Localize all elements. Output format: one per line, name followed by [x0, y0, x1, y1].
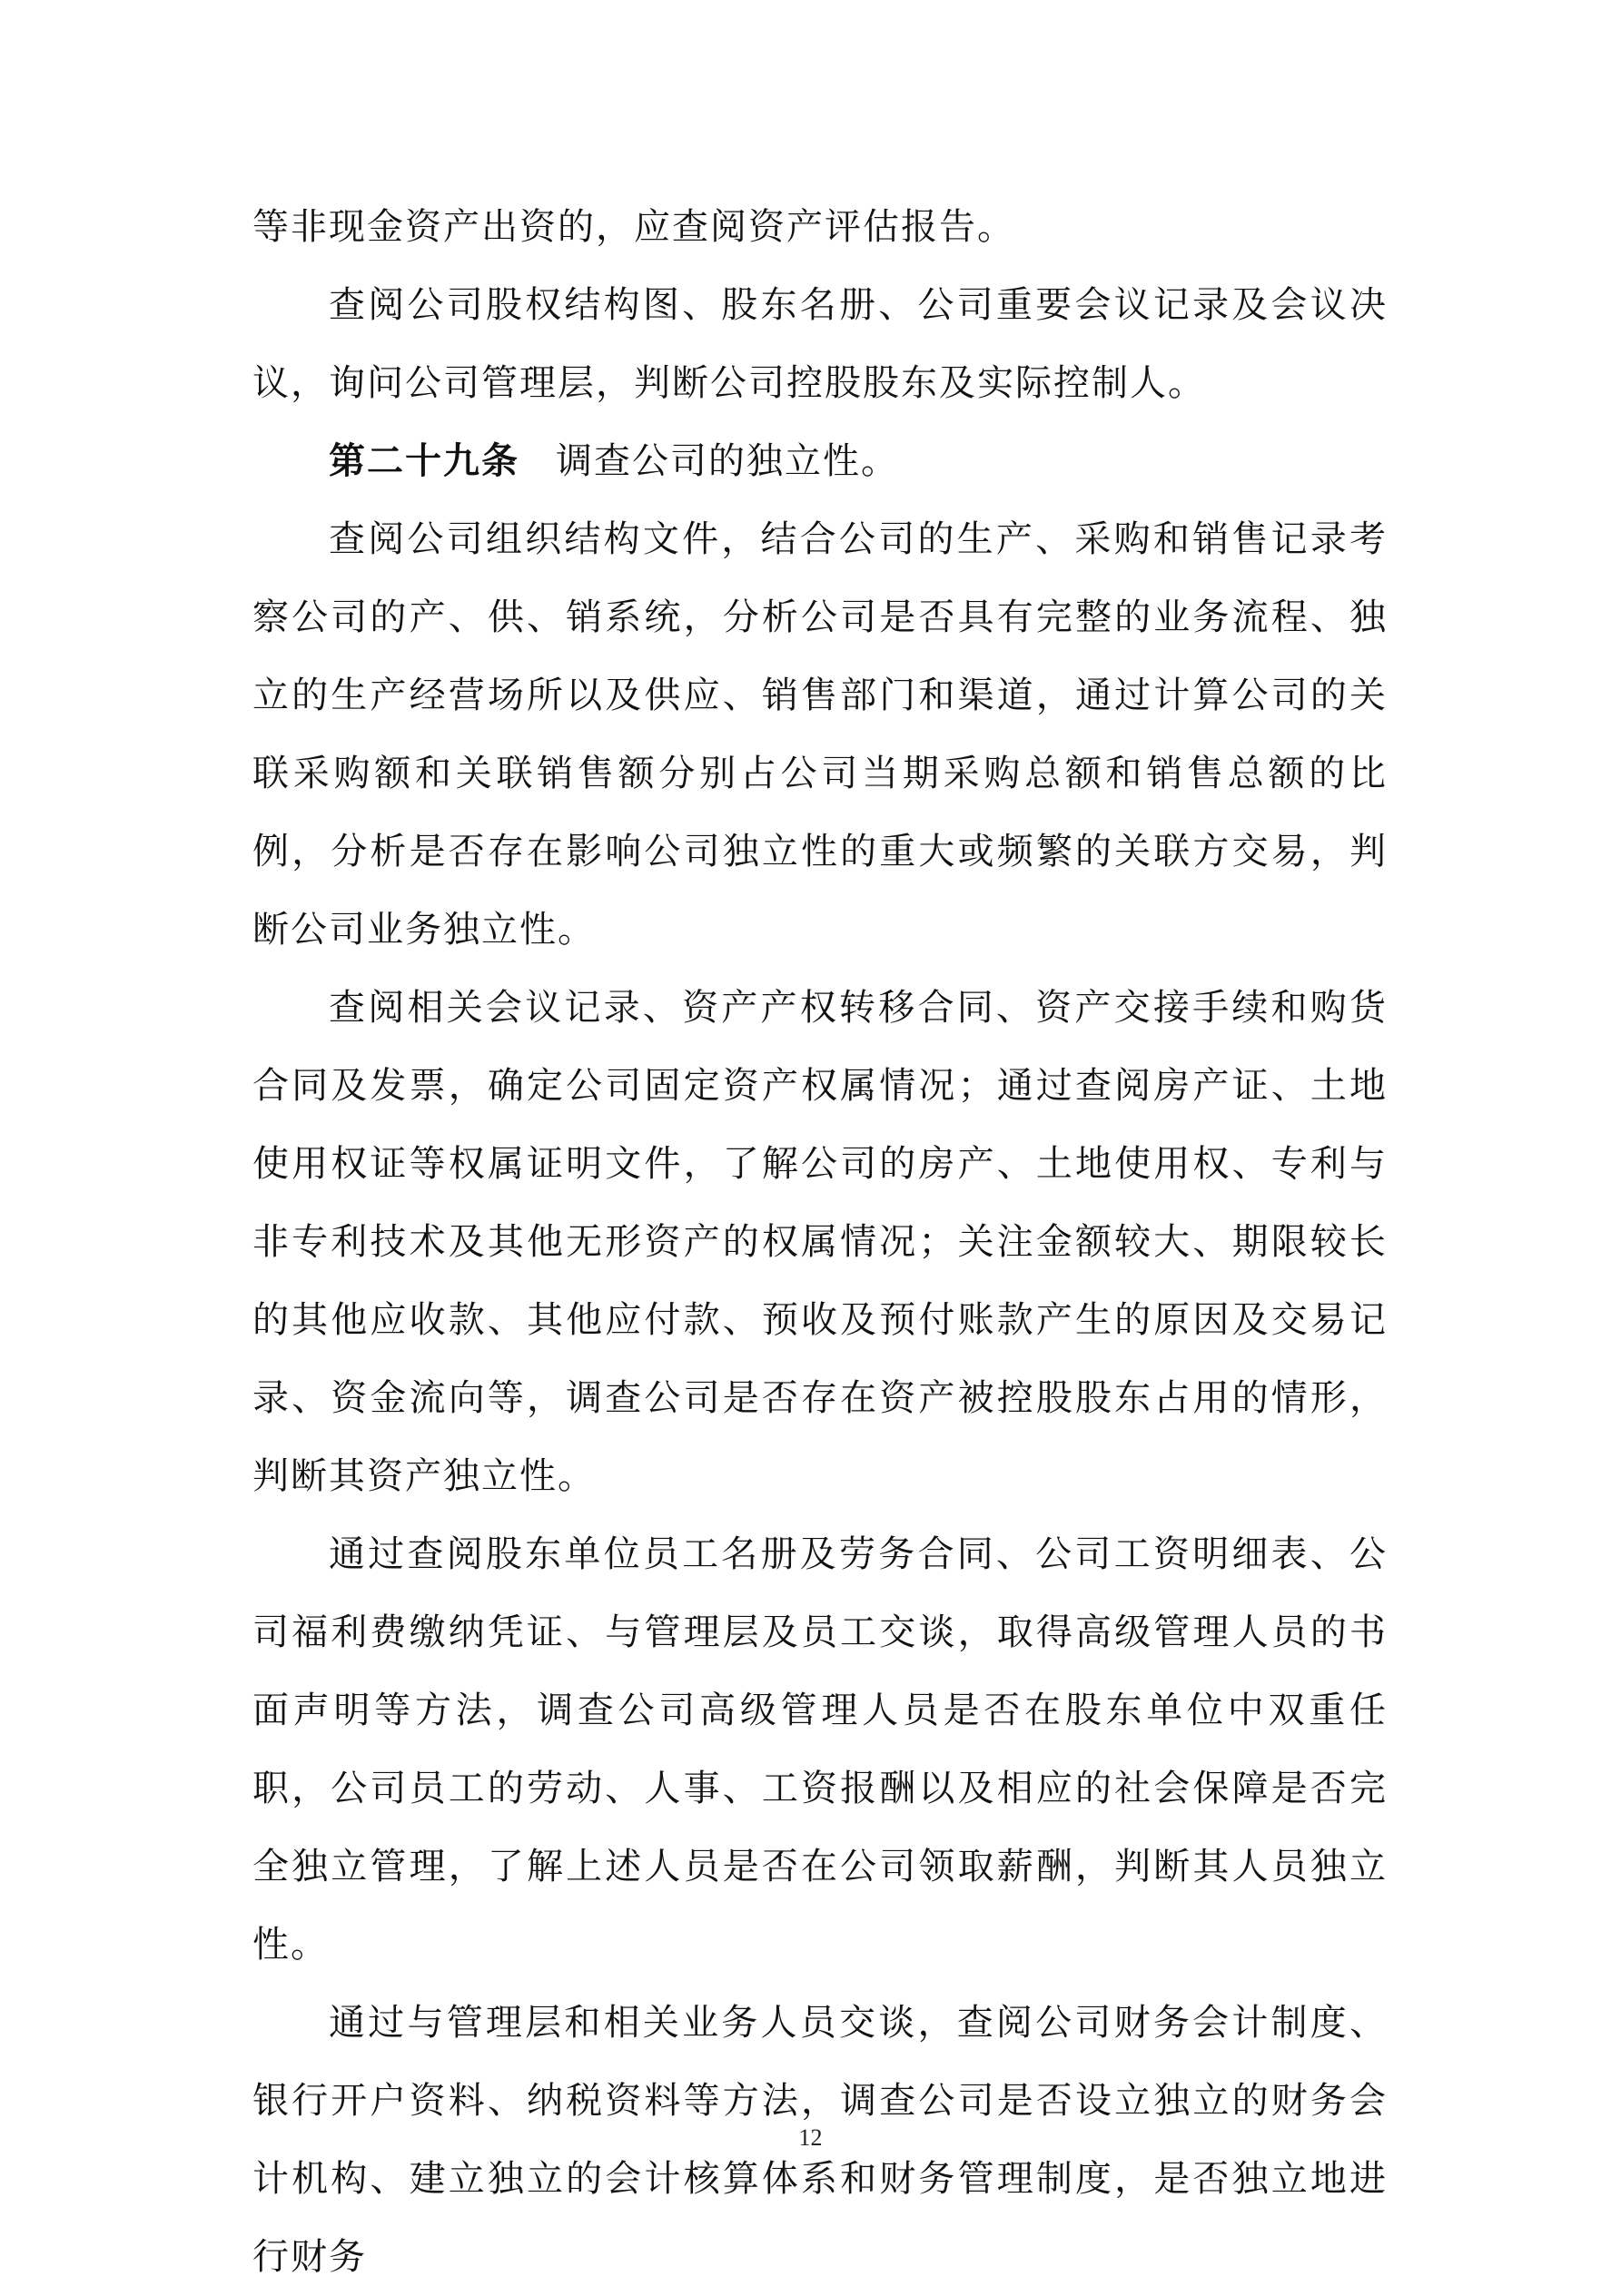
- article-heading-text: 调查公司的独立性。: [556, 440, 899, 482]
- article-29-paragraph: [252, 422, 1388, 500]
- paragraph-financial-independence: 通过与管理层和相关业务人员交谈，查阅公司财务会计制度、银行开户资料、纳税资料等方法，调查公司是否设立独立的财务会计机构、建立独立的会计核算体系和财务管理制度，是否独立地进行财务: [252, 2002, 1388, 2278]
- paragraph-personnel-independence: 通过查阅股东单位员工名册及劳务合同、公司工资明细表、公司福利费缴纳凭证、与管理层及员工交谈，取得高级管理人员的书面声明等方法，调查公司高级管理人员是否在股东单位中双重任职，公司员工的劳动、人事、工资报酬以及相应的社会保障是否完全独立管理，了解上述人员是否在公司领取薪酬，判断其人员独立性。: [252, 1533, 1388, 1966]
- paragraph-1: 等非现金资产出资的，应查阅资产评估报告。: [252, 206, 1015, 248]
- page-number: 12: [798, 2124, 823, 2151]
- paragraph-2: 查阅公司股权结构图、股东名册、公司重要会议记录及会议决议，询问公司管理层，判断公司控股股东及实际控制人。: [252, 284, 1388, 404]
- document-body: [252, 188, 1388, 2296]
- paragraph-asset-independence: 查阅相关会议记录、资产产权转移合同、资产交接手续和购货合同及发票，确定公司固定资产权属情况；通过查阅房产证、土地使用权证等权属证明文件，了解公司的房产、土地使用权、专利与非专利技术及其他无形资产的权属情况；关注金额较大、期限较长的其他应收款、其他应付款、预收及预付账款产生的原因及交易记录、资金流向等，调查公司是否存在资产被控股股东占用的情形，判断其资产独立性。: [252, 987, 1388, 1497]
- paragraph-business-independence: 查阅公司组织结构文件，结合公司的生产、采购和销售记录考察公司的产、供、销系统，分析公司是否具有完整的业务流程、独立的生产经营场所以及供应、销售部门和渠道，通过计算公司的关联采购额和关联销售额分别占公司当期采购总额和销售总额的比例，分析是否存在影响公司独立性的重大或频繁的关联方交易，判断公司业务独立性。: [252, 518, 1388, 951]
- article-heading: 第二十九条: [329, 440, 519, 482]
